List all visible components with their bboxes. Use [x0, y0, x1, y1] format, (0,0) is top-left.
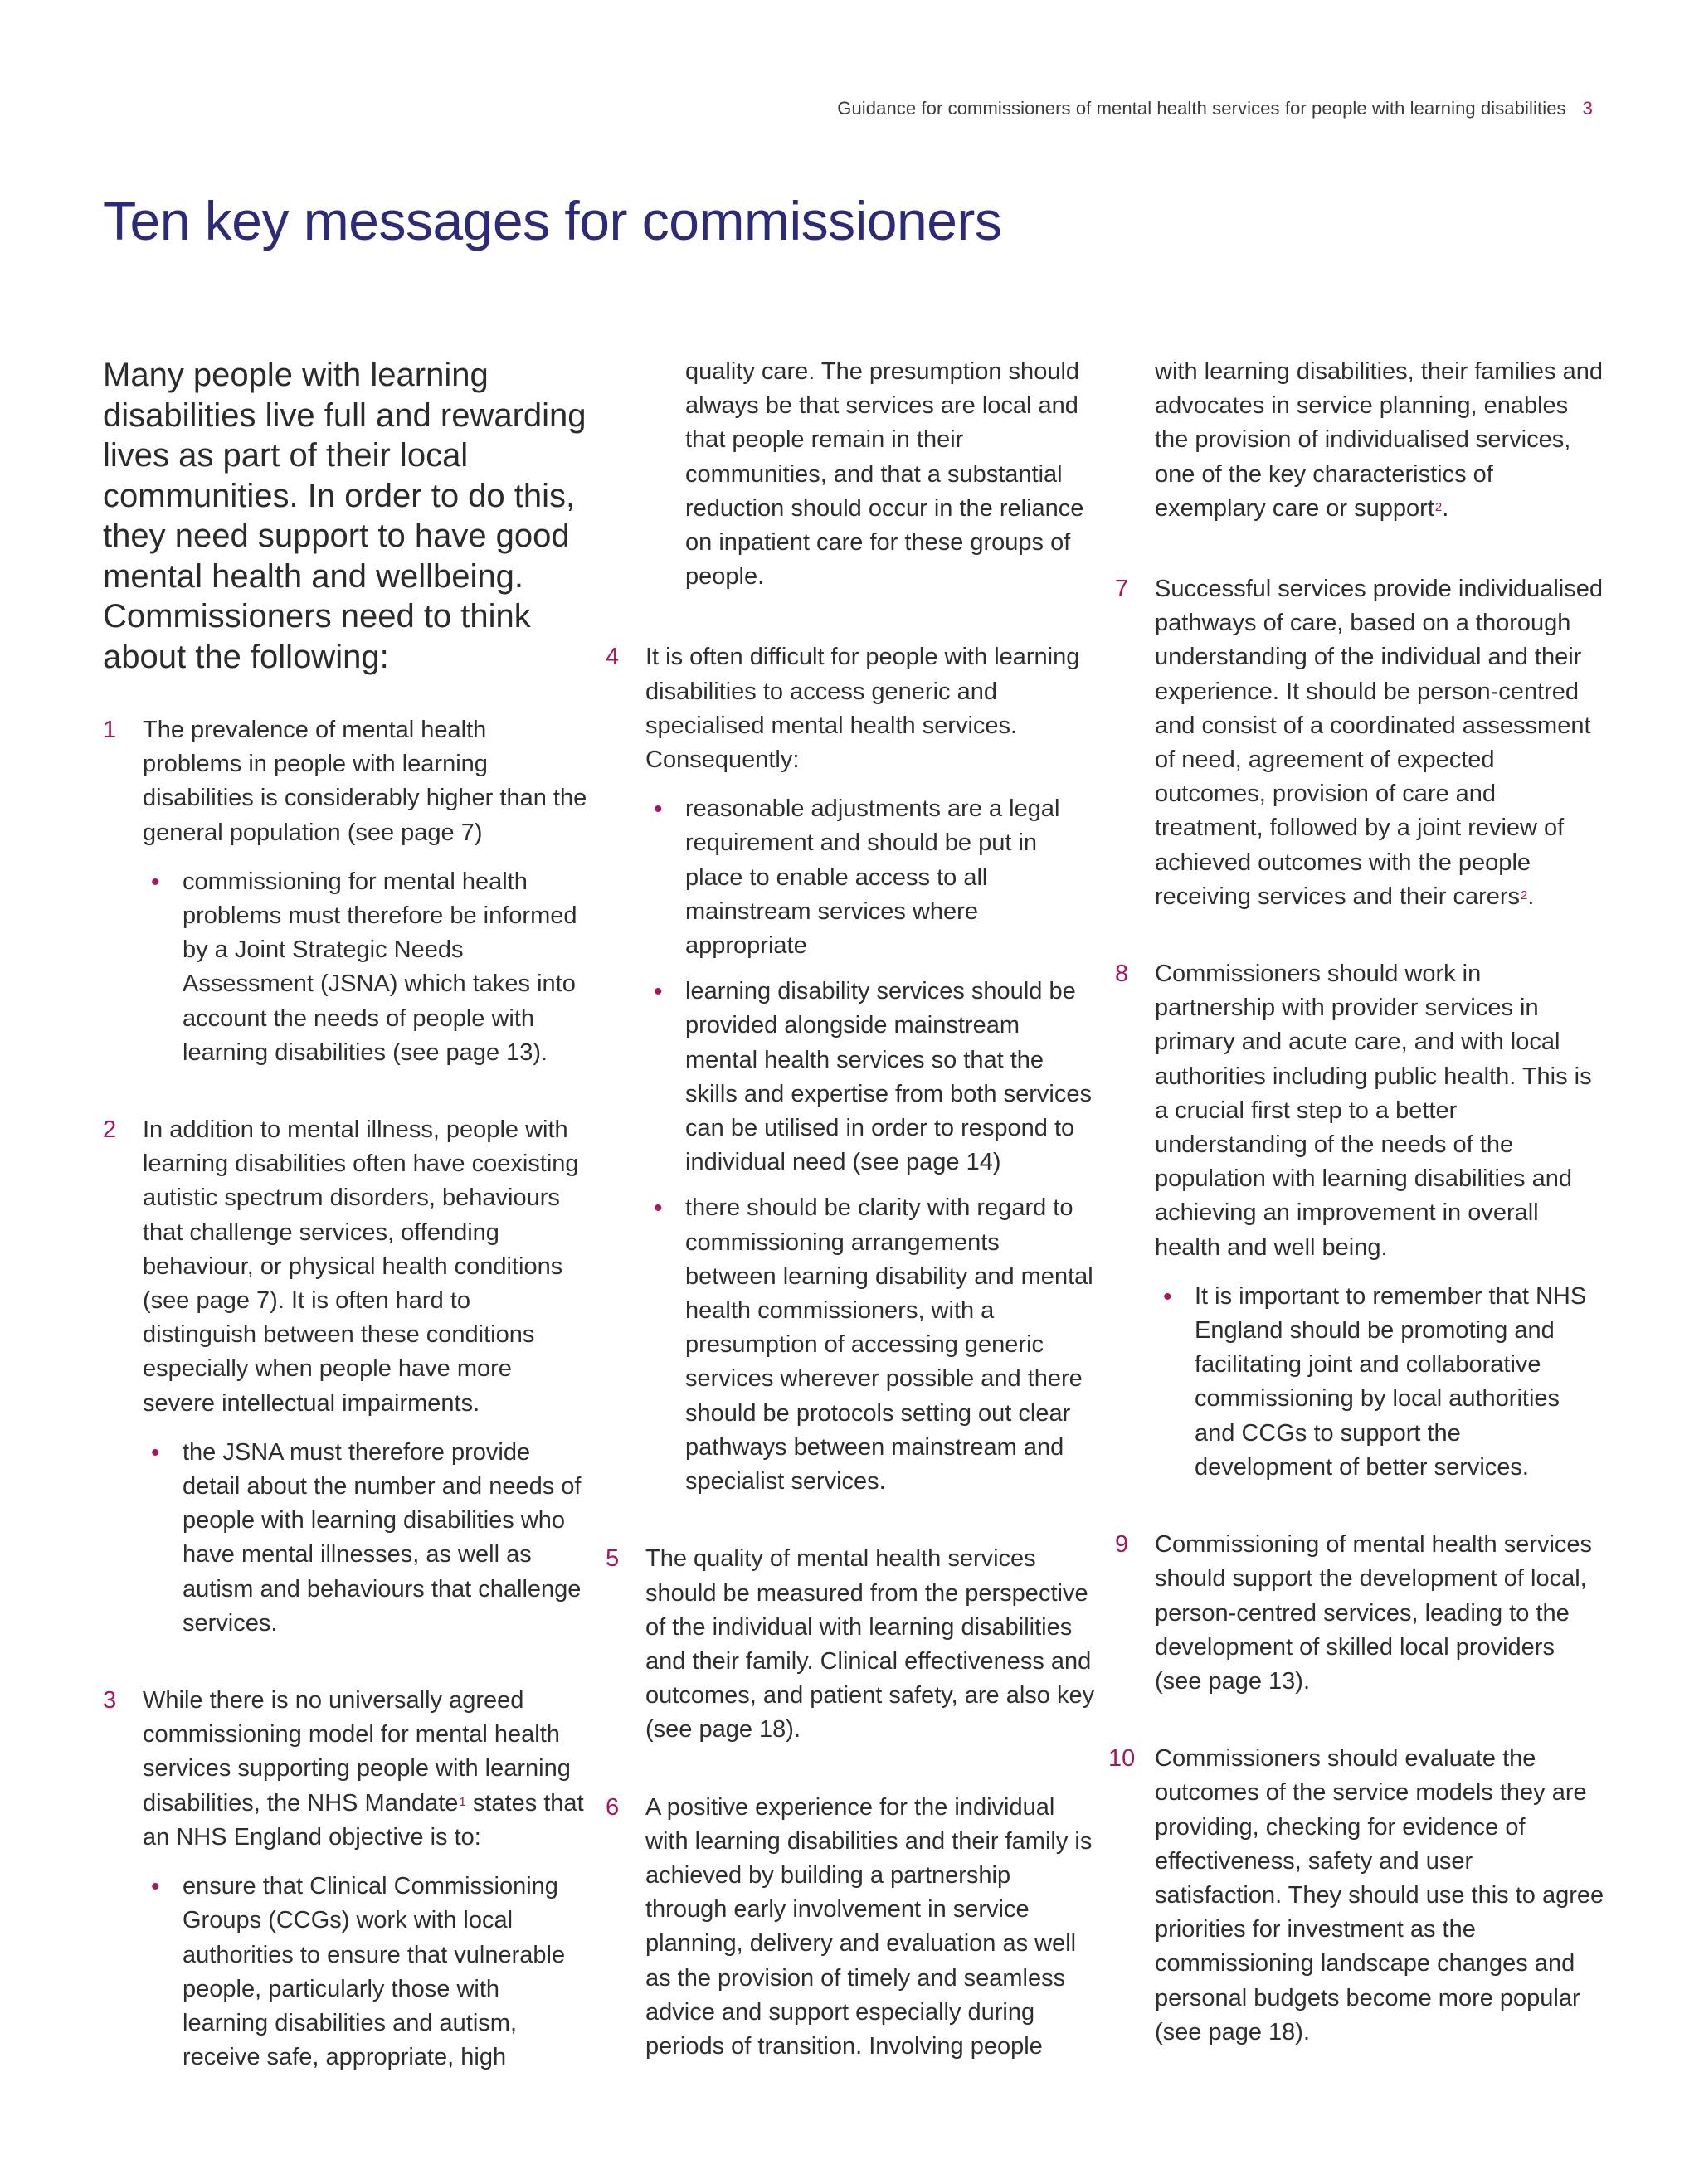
message-text: Commissioners should work in partnership with provider services in primary and acute care, and with local authorities including public health. This is a crucial first step to a better understanding of the needs of the population with learning disabilities and achieving an improvement in overall health and well being.: [1155, 961, 1592, 1261]
bullet-continuation: quality care. The presumption should always be that services are local and that people remain in their communities, and that a substantial reduction should occur in the reliance on inpatient care for these groups of people.: [685, 358, 1084, 591]
bullet-dot-icon: •: [151, 868, 160, 896]
message-9: [1115, 1528, 1604, 1699]
bullet-item: • learning disability services should be provided alongside mainstream mental health services so that the skills and expertise from both services can be utilised in order to respond to individual need (see page 14): [645, 975, 1095, 1180]
bullet-list: [1155, 1280, 1604, 1485]
message-text: While there is no universally agreed commissioning model for mental health services supporting people with learning disabilities, the NHS Mandate$^1$ states that an NHS England objective is to:: [143, 1687, 584, 1851]
message-number: 9: [1115, 1531, 1129, 1559]
bullet-list: [143, 1870, 588, 2075]
message-text: It is often difficult for people with learning disabilities to access generic and specialised mental health services. Consequently:: [645, 644, 1080, 774]
bullet-dot-icon: •: [151, 1438, 160, 1467]
bullet-dot-icon: •: [1163, 1282, 1172, 1311]
page-number: 3: [1582, 98, 1593, 119]
message-1: [103, 713, 588, 1070]
footnote-ref: 2: [1521, 888, 1528, 902]
message-10: [1108, 1742, 1604, 2050]
message-6-continued: [1115, 355, 1604, 526]
bullet-item: • reasonable adjustments are a legal requirement and should be put in place to enable access to all mainstream services where appropriate: [645, 792, 1095, 963]
bullet-dot-icon: •: [151, 1873, 160, 1901]
message-text: Commissioners should evaluate the outcomes of the service models they are providing, checking for evidence of effectiveness, safety and user satisfaction. They should use this to agree priorities for investment as the commissioning landscape changes and personal budgets become more popular (see page 18).: [1155, 1745, 1604, 2045]
message-number: 5: [606, 1545, 620, 1573]
message-text: In addition to mental illness, people with learning disabilities often have coexisting autistic spectrum disorders, behaviours that challenge services, offending behaviour, or physical health conditions (see page 7). It is often hard to distinguish between these conditions especially when people have more severe intellectual impairments.: [143, 1116, 579, 1417]
bullet-item: • there should be clarity with regard to commissioning arrangements between learning disability and mental health commissioners, with a presumption of accessing generic services wherever possible and there should be protocols setting out clear pathways between mainstream and specialist services.: [645, 1191, 1095, 1499]
page-title: Ten key messages for commissioners: [103, 190, 1002, 251]
message-text: Commissioning of mental health services should support the development of local, person-centred services, leading to the development of skilled local providers (see page 13).: [1155, 1531, 1593, 1695]
bullet-list: [645, 792, 1095, 1499]
bullet-item: • commissioning for mental health problems must therefore be informed by a Joint Strategic Needs Assessment (JSNA) which takes into account the needs of people with learning disabilities (see page 13).: [143, 865, 588, 1070]
message-number: 10: [1108, 1745, 1136, 1773]
message-3-continued: [606, 355, 1095, 594]
message-text: Successful services provide individualised pathways of care, based on a thorough understanding of the individual and their experience. It should be person-centred and consist of a coordinated assessment of need, agreement of expected outcomes, provision of care and treatment, followed by a joint review of achieved outcomes with the people receiving services and their carers$^2$.: [1155, 576, 1603, 910]
bullet-item: • It is important to remember that NHS England should be promoting and facilitating joint and collaborative commissioning by local authorities and CCGs to support the development of better services.: [1155, 1280, 1604, 1485]
bullet-list: [143, 1436, 588, 1641]
bullet-item: • ensure that Clinical Commissioning Groups (CCGs) work with local authorities to ensure that vulnerable people, particularly those with learning disabilities and autism, receive safe, appropriate, high: [143, 1870, 588, 2075]
footnote-ref: 2: [1434, 499, 1443, 514]
message-text: The quality of mental health services should be measured from the perspective of the individual with learning disabilities and their family. Clinical effectiveness and outcomes, and patient safety, are also key (see page 18).: [645, 1545, 1095, 1744]
running-header: [837, 98, 1593, 119]
bullet-item: • the JSNA must therefore provide detail about the number and needs of people with learning disabilities who have mental illnesses, as well as autism and behaviours that challenge services.: [143, 1436, 588, 1641]
message-4: [606, 640, 1095, 1499]
column-3: [1108, 355, 1604, 2093]
message-number: 2: [103, 1116, 117, 1144]
message-number: 3: [103, 1687, 117, 1715]
running-title: Guidance for commissioners of mental health services for people with learning disabilities: [837, 98, 1566, 119]
message-8: [1115, 957, 1604, 1485]
column-2: [606, 355, 1095, 2107]
footnote-ref: 1: [459, 1794, 466, 1809]
message-number: 4: [606, 644, 620, 671]
message-2: [103, 1113, 588, 1641]
message-number: 1: [103, 717, 117, 743]
bullet-dot-icon: •: [654, 978, 663, 1006]
message-text: The prevalence of mental health problems in people with learning disabilities is considerably higher than the general population (see page 7): [143, 717, 587, 846]
message-5: [606, 1542, 1095, 1747]
bullet-list: [143, 865, 588, 1070]
bullet-dot-icon: •: [654, 1194, 663, 1223]
message-3: [103, 1684, 588, 2075]
column-1: [103, 355, 588, 2118]
intro-paragraph: Many people with learning disabilities live full and rewarding lives as part of their local communities. In order to do this, they need support to have good mental health and wellbeing. Commissioners need to think about the following:: [103, 357, 587, 675]
message-number: 6: [606, 1793, 620, 1821]
message-6: [606, 1791, 1095, 2065]
message-number: 7: [1115, 576, 1129, 603]
bullet-dot-icon: •: [654, 795, 663, 824]
message-continuation: with learning disabilities, their families and advocates in service planning, enables the provision of individualised services, one of the key characteristics of exemplary care or support$^2$.: [1155, 358, 1603, 522]
message-text: A positive experience for the individual with learning disabilities and their family is achieved by building a partnership through early involvement in service planning, delivery and evaluation as well as the provision of timely and seamless advice and support especially during periods of transition. Involving people: [645, 1793, 1093, 2060]
message-7: [1115, 572, 1604, 914]
message-number: 8: [1115, 961, 1129, 988]
